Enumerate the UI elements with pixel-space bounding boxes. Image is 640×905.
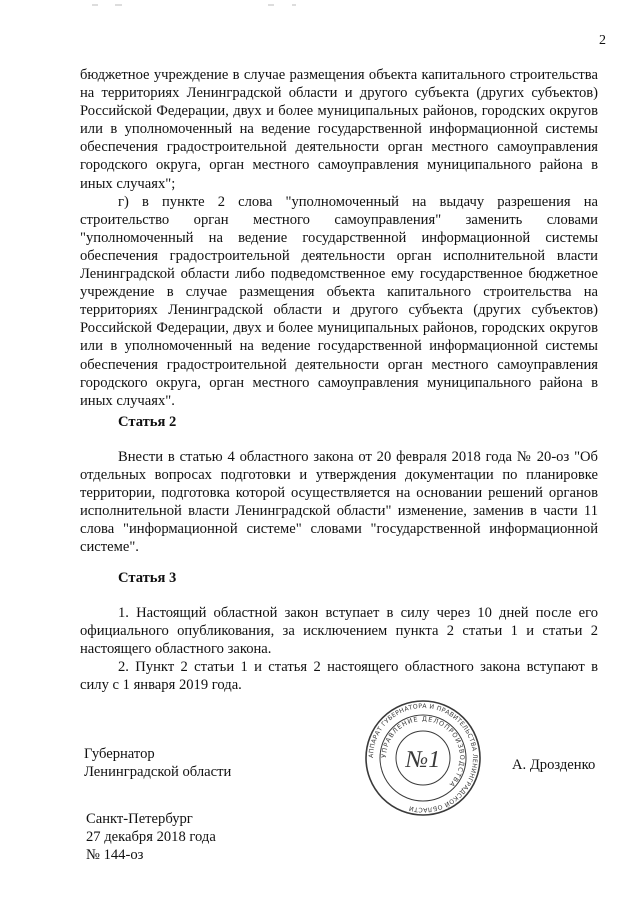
seal-center-number: №1 — [405, 747, 441, 773]
seal-outer-text: АППАРАТ ГУБЕРНАТОРА И ПРАВИТЕЛЬСТВА ЛЕНИНГРАДСКОЙ ОБЛАСТИ — [367, 702, 479, 814]
article-2-text: Внести в статью 4 областного закона от 20 февраля 2018 года № 20-оз "Об отдельных вопросах подготовки и утверждения документации по планировке территории, подготовка которой осуществляется на основании решений органов исполнительной власти Ленинградской области" изменение, заменив в части 11 слова "информационной системе" словами "государственной информационной системе". — [80, 449, 598, 556]
position-line-1: Губернатор — [84, 746, 155, 762]
official-seal-stamp — [363, 700, 483, 816]
signatory-name: А. Дрозденко — [512, 757, 596, 773]
continuation-paragraph: бюджетное учреждение в случае размещения объекта капитального строительства на территориях Ленинградской области и другого субъекта (других субъектов) Российской Федерации, двух и более муниципальных районов, городских округов или в уполномоченный на ведение государственной информационной системы обеспечения градостроительной деятельности орган местного самоуправления городского округа, орган местного самоуправления муниципального района в иных случаях"; — [80, 67, 598, 192]
page-number: 2 — [599, 33, 606, 48]
law-date: 27 декабря 2018 года — [86, 829, 216, 845]
place-city: Санкт-Петербург — [86, 811, 193, 827]
article-2-title: Статья 2 — [118, 414, 177, 430]
seal-inner-text: УПРАВЛЕНИЕ ДЕЛОПРОИЗВОДСТВА — [379, 714, 467, 789]
law-number: № 144-оз — [86, 847, 144, 863]
article-3-para-1: 1. Настоящий областной закон вступает в силу через 10 дней после его официального опубликования, за исключением пункта 2 статьи 1 и статьи 2 настоящего областного закона. — [80, 605, 598, 658]
position-line-2: Ленинградской области — [84, 764, 232, 780]
amendment-continuation — [80, 66, 598, 410]
article-2-body — [80, 448, 598, 557]
place-date-block — [86, 810, 216, 864]
article-3-body — [80, 604, 598, 694]
scan-artifact-marks — [0, 0, 640, 14]
signatory-position — [84, 745, 231, 781]
item-g-paragraph: г) в пункте 2 слова "уполномоченный на выдачу разрешения на строительство орган местного самоуправления" заменить словами "уполномоченный на ведение государственной информационной системы обеспечения градостроительной деятельности орган исполнительной власти Ленинградской области либо подведомственное ему государственное бюджетное учреждение в случае размещения объекта капитального строительства на территориях Ленинградской области и другого субъекта (других субъектов) Российской Федерации, двух и более муниципальных районов, городских округов или в уполномоченный на ведение государственной информационной системы обеспечения градостроительной деятельности орган местного самоуправления городского округа, орган местного самоуправления муниципального района в иных случаях". — [80, 193, 598, 409]
article-3-para-2: 2. Пункт 2 статьи 1 и статья 2 настоящего областного закона вступают в силу с 1 января 2019 года. — [80, 659, 598, 694]
article-3-title: Статья 3 — [118, 570, 177, 586]
